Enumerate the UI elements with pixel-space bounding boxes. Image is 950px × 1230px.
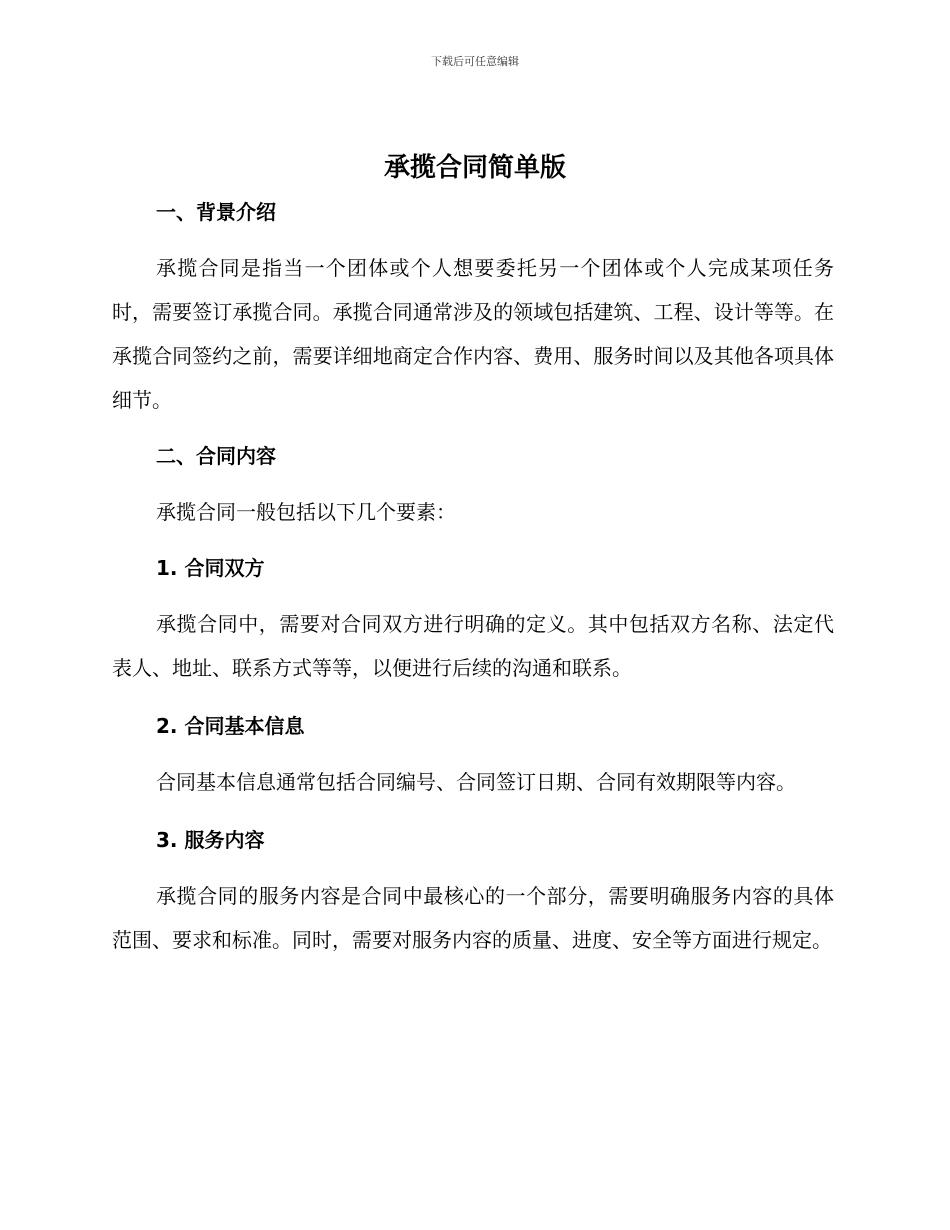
section-heading-contract-content: 二、合同内容	[156, 444, 276, 468]
subheading-service: 3. 服务内容	[156, 828, 265, 852]
paragraph-basic-info: 合同基本信息通常包括合同编号、合同签订日期、合同有效期限等内容。	[156, 770, 796, 794]
section-heading-background: 一、背景介绍	[156, 200, 276, 224]
paragraph-background: 承揽合同是指当一个团体或个人想要委托另一个团体或个人完成某项任务时，需要签订承揽合同。承揽合同通常涉及的领域包括建筑、工程、设计等等。在承揽合同签约之前，需要详细地商定合作内容、费用、服务时间以及其他各项具体细节。	[112, 256, 834, 412]
document-title: 承揽合同简单版	[383, 153, 566, 183]
subheading-basic-info: 2. 合同基本信息	[156, 714, 305, 738]
paragraph-parties: 承揽合同中，需要对合同双方进行明确的定义。其中包括双方名称、法定代表人、地址、联系方式等等，以便进行后续的沟通和联系。	[112, 612, 834, 680]
header-note: 下载后可任意编辑	[431, 55, 519, 68]
subheading-parties: 1. 合同双方	[156, 556, 265, 580]
document-body	[112, 196, 834, 962]
paragraph-service: 承揽合同的服务内容是合同中最核心的一个部分，需要明确服务内容的具体范围、要求和标准。同时，需要对服务内容的质量、进度、安全等方面进行规定。	[112, 884, 834, 952]
paragraph-contract-intro: 承揽合同一般包括以下几个要素：	[156, 500, 456, 524]
